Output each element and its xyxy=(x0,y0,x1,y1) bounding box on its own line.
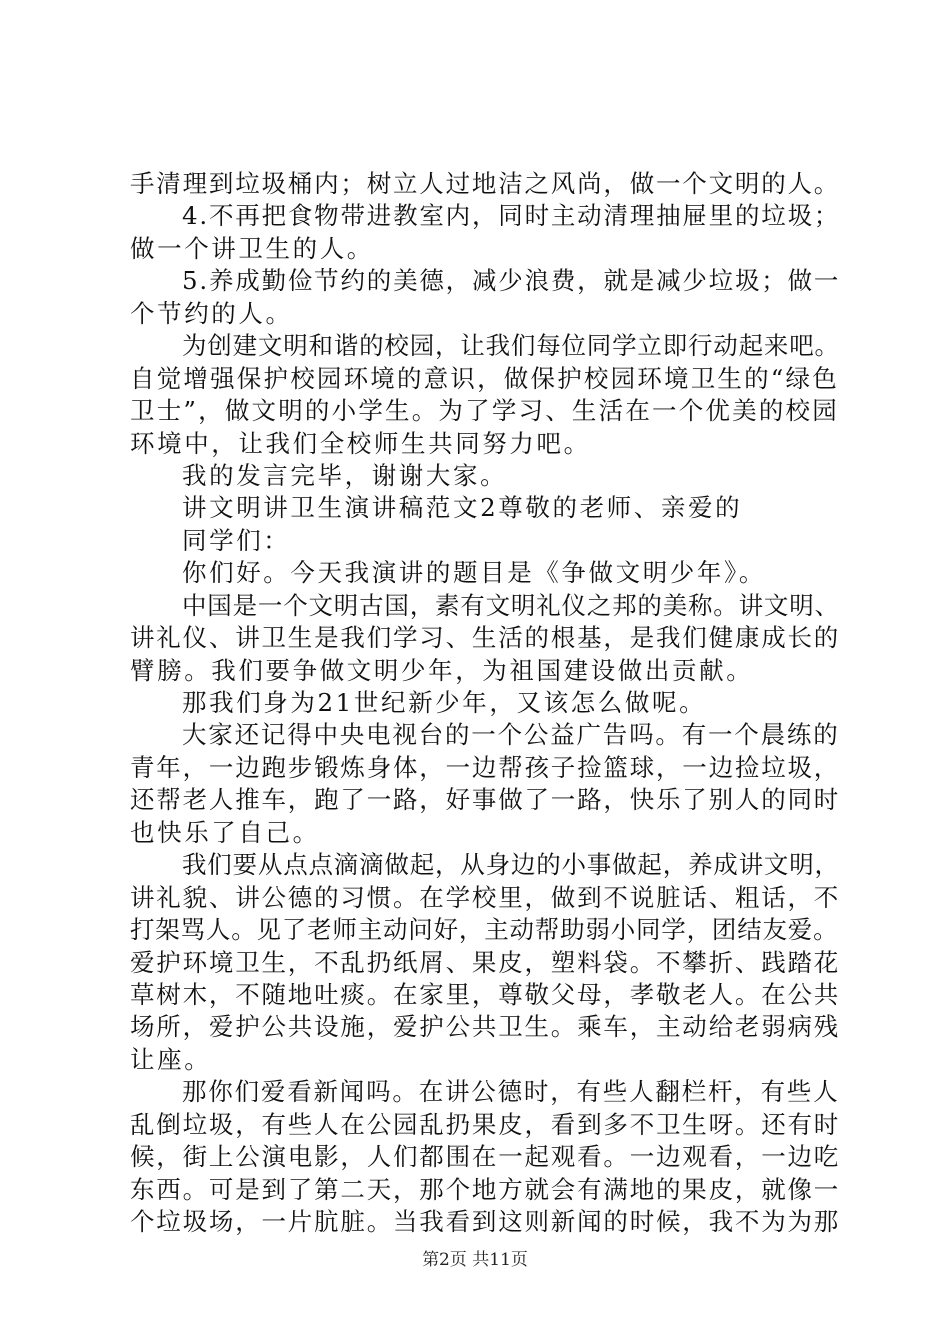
text-line: 我的发言完毕，谢谢大家。 xyxy=(182,460,508,490)
text-line: 4.不再把食物带进教室内，同时主动清理抽屉里的垃圾； xyxy=(182,201,841,231)
text-line: 候，街上公演电影，人们都围在一起观看。一边观看，一边吃 xyxy=(130,1142,841,1172)
text-line: 东西。可是到了第二天，那个地方就会有满地的果皮，就像一 xyxy=(130,1174,841,1204)
text-line: 你们好。今天我演讲的题目是《争做文明少年》。 xyxy=(182,558,766,588)
text-line: 大家还记得中央电视台的一个公益广告吗。有一个晨练的 xyxy=(182,720,840,750)
text-line: 青年，一边跑步锻炼身体，一边帮孩子捡篮球，一边捡垃圾， xyxy=(130,752,841,782)
text-line: 草树木，不随地吐痰。在家里，尊敬父母，孝敬老人。在公共 xyxy=(130,979,841,1009)
page-footer: 第2页 共11页 xyxy=(422,1250,528,1270)
body-text xyxy=(130,168,840,1238)
text-line: 环境中，让我们全校师生共同努力吧。 xyxy=(130,428,591,458)
text-line: 做一个讲卫生的人。 xyxy=(130,233,374,263)
text-line: 讲文明讲卫生演讲稿范文2尊敬的老师、亲爱的 xyxy=(182,493,743,523)
text-line: 讲礼仪、讲卫生是我们学习、生活的根基，是我们健康成长的 xyxy=(130,623,841,653)
text-line: 那我们身为21世纪新少年，又该怎么做呢。 xyxy=(182,688,707,717)
text-line: 个垃圾场，一片肮脏。当我看到这则新闻的时候，我不为为那 xyxy=(130,1207,841,1236)
text-line: 也快乐了自己。 xyxy=(130,817,320,847)
text-line: 打架骂人。见了老师主动问好，主动帮助弱小同学，团结友爱。 xyxy=(130,915,839,945)
text-line: 卫士”，做文明的小学生。为了学习、生活在一个优美的校园 xyxy=(130,396,839,426)
text-line: 同学们： xyxy=(182,525,291,555)
text-line: 乱倒垃圾，有些人在公园乱扔果皮，看到多不卫生呀。还有时 xyxy=(130,1109,841,1139)
text-line: 那你们爱看新闻吗。在讲公德时，有些人翻栏杆，有些人 xyxy=(182,1077,840,1107)
text-line: 还帮老人推车，跑了一路，好事做了一路，快乐了别人的同时 xyxy=(130,785,841,815)
text-line: 臂膀。我们要争做文明少年，为祖国建设做出贡献。 xyxy=(130,655,754,685)
text-line: 让座。 xyxy=(130,1044,212,1074)
text-line: 自觉增强保护校园环境的意识，做保护校园环境卫生的“绿色 xyxy=(130,363,839,393)
text-line: 为创建文明和谐的校园，让我们每位同学立即行动起来吧。 xyxy=(182,331,840,361)
text-line: 中国是一个文明古国，素有文明礼仪之邦的美称。讲文明、 xyxy=(182,590,840,620)
text-line: 爱护环境卫生，不乱扔纸屑、果皮，塑料袋。不攀折、践踏花 xyxy=(130,947,841,977)
text-line: 个节约的人。 xyxy=(130,298,293,328)
text-line: 场所，爱护公共设施，爱护公共卫生。乘车，主动给老弱病残 xyxy=(130,1012,841,1042)
text-line: 我们要从点点滴滴做起，从身边的小事做起，养成讲文明， xyxy=(182,850,840,880)
text-line: 5.养成勤俭节约的美德，减少浪费，就是减少垃圾；做一 xyxy=(182,266,841,296)
text-line: 手清理到垃圾桶内；树立人过地洁之风尚，做一个文明的人。 xyxy=(130,169,841,198)
text-line: 讲礼貌、讲公德的习惯。在学校里，做到不说脏话、粗话，不 xyxy=(130,882,841,912)
